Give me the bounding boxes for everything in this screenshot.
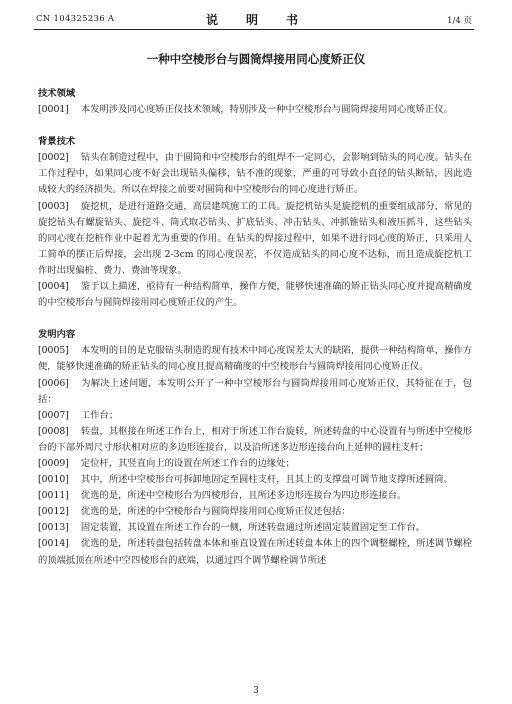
- paragraph-number: [0003]: [38, 200, 69, 212]
- section-heading: 背景技术: [38, 136, 76, 148]
- paragraph-number: [0013]: [38, 522, 69, 534]
- paragraph-number: [0001]: [38, 104, 69, 116]
- paragraph-text: 优选的是，所述的中空棱形台与圆筒焊接用同心度矫正仪还包括：: [80, 506, 351, 518]
- paragraph-number: [0012]: [38, 506, 69, 518]
- paragraph: [38, 343, 472, 375]
- paragraph: [38, 408, 472, 424]
- paragraph-number: [0014]: [38, 538, 69, 550]
- paragraph: [38, 150, 472, 198]
- section-gap: [38, 311, 472, 327]
- paragraph-text: 工作台；: [80, 409, 119, 421]
- paragraph: [38, 472, 472, 488]
- paragraph: [38, 536, 472, 568]
- paragraph-text: 定位杆，其竖直向上的设置在所述工作台的边缘处；: [80, 457, 295, 469]
- paragraph-text: 固定装置，其设置在所述工作台的一侧，所述转盘通过所述固定装置固定至工作台。: [80, 522, 425, 534]
- paragraph-number: [0005]: [38, 345, 69, 357]
- paragraph-number: [0011]: [38, 490, 69, 502]
- page-info: 1/4 页: [447, 16, 472, 26]
- paragraph-text: 优选的是，所述转盘包括转盘本体和垂直设置在所述转盘本体上的四个调整螺栓，所述调节螺栓的顶端抵顶在所述中空四棱形台的底端，以通过四个调节螺栓调节所述: [38, 538, 472, 566]
- paragraph-number: [0010]: [38, 474, 69, 486]
- page-number: 3: [253, 686, 259, 696]
- document-title: 一种中空棱形台与圆筒焊接用同心度矫正仪: [146, 52, 366, 66]
- paragraph-number: [0007]: [38, 409, 69, 421]
- paragraph-number: [0006]: [38, 377, 69, 389]
- paragraph: [38, 504, 472, 520]
- paragraph: [38, 456, 472, 472]
- paragraph-number: [0009]: [38, 457, 69, 469]
- paragraph: [38, 279, 472, 311]
- paragraph-text: 钻头在制造过程中，由于圆筒和中空棱形台的组焊不一定同心，会影响到钻头的同心度。钻头在工作过程中，如果同心度不好会出现钻头偏移，钻不准的现象，严重的可导致小直径的钻头断钻，因此造成较大的经济损失。所以在焊接之前要对圆筒和中空棱形台的同心度进行矫正。: [38, 152, 472, 196]
- paragraph-text: 旋挖机，是进行道路交通，高层建筑施工的工具。旋挖机钻头是旋挖机的重要组成部分，常见的旋挖钻头有螺旋钻头、旋挖斗、筒式取芯钻头、扩底钻头、冲击钻头、冲抓锥钻头和液压抓斗，这些钻头的同心度在挖桩作业中起着尤为重要的作用。在钻头的焊接过程中，如果不进行同心度的矫正，只采用人工简单的摆正后焊接，会出现 2-3cm 的同心度误差，不仅造成钻头的同心度不达标，而且造成旋挖机工作时出现偏桩、费力、费油等现象。: [38, 200, 472, 276]
- paragraph: [38, 102, 472, 118]
- doc-number: CN 104325236 A: [36, 14, 115, 24]
- document-body: [38, 86, 472, 569]
- paragraph-text: 本发明涉及同心度矫正仪技术领域，特别涉及一种中空棱形台与圆筒焊接用同心度矫正仪。: [80, 104, 453, 116]
- paragraph: [38, 376, 472, 408]
- paragraph-number: [0004]: [38, 281, 69, 293]
- paragraph-text: 本发明的目的是克服钻头制造的现有技术中同心度误差太大的缺陷，提供一种结构简单，操作方便，能够快速准确的矫正钻头的同心度且提高精确度的中空棱形台与圆筒焊接用同心度矫正仪。: [38, 345, 472, 373]
- paragraph-text: 优选的是，所述中空棱形台为四棱形台，且所述多边形连接台为四边形连接台。: [80, 490, 407, 502]
- section-heading: 技术领域: [38, 88, 76, 99]
- paragraph: [38, 424, 472, 456]
- section-gap: [38, 118, 472, 134]
- paragraph-text: 为解决上述问题，本发明公开了一种中空棱形台与圆筒焊接用同心度矫正仪，其特征在于，包括：: [38, 377, 472, 405]
- doc-type: 说 明 书: [205, 13, 306, 27]
- paragraph: [38, 520, 472, 536]
- paragraph-text: 鉴于以上描述，亟待有一种结构简单，操作方便，能够快速准确的矫正钻头同心度并提高精确度的中空棱形台与圆筒焊接用同心度矫正仪的产生。: [38, 281, 472, 309]
- paragraph: [38, 199, 472, 279]
- paragraph-text: 其中，所述中空棱形台可拆卸地固定至圆柱支杆，且其上的支撑盘可调节地支撑所述圆筒。: [80, 474, 453, 486]
- paragraph-number: [0008]: [38, 425, 69, 437]
- paragraph-text: 转盘，其枢接在所述工作台上，相对于所述工作台旋转，所述转盘的中心设置有与所述中空棱形台的下部外周尺寸形状相对应的多边形连接台，以及沿所述多边形连接台向上延伸的圆柱支杆；: [38, 425, 472, 453]
- paragraph-number: [0002]: [38, 152, 69, 164]
- header-rule: [34, 29, 474, 30]
- section-heading: 发明内容: [38, 329, 76, 341]
- paragraph: [38, 488, 472, 504]
